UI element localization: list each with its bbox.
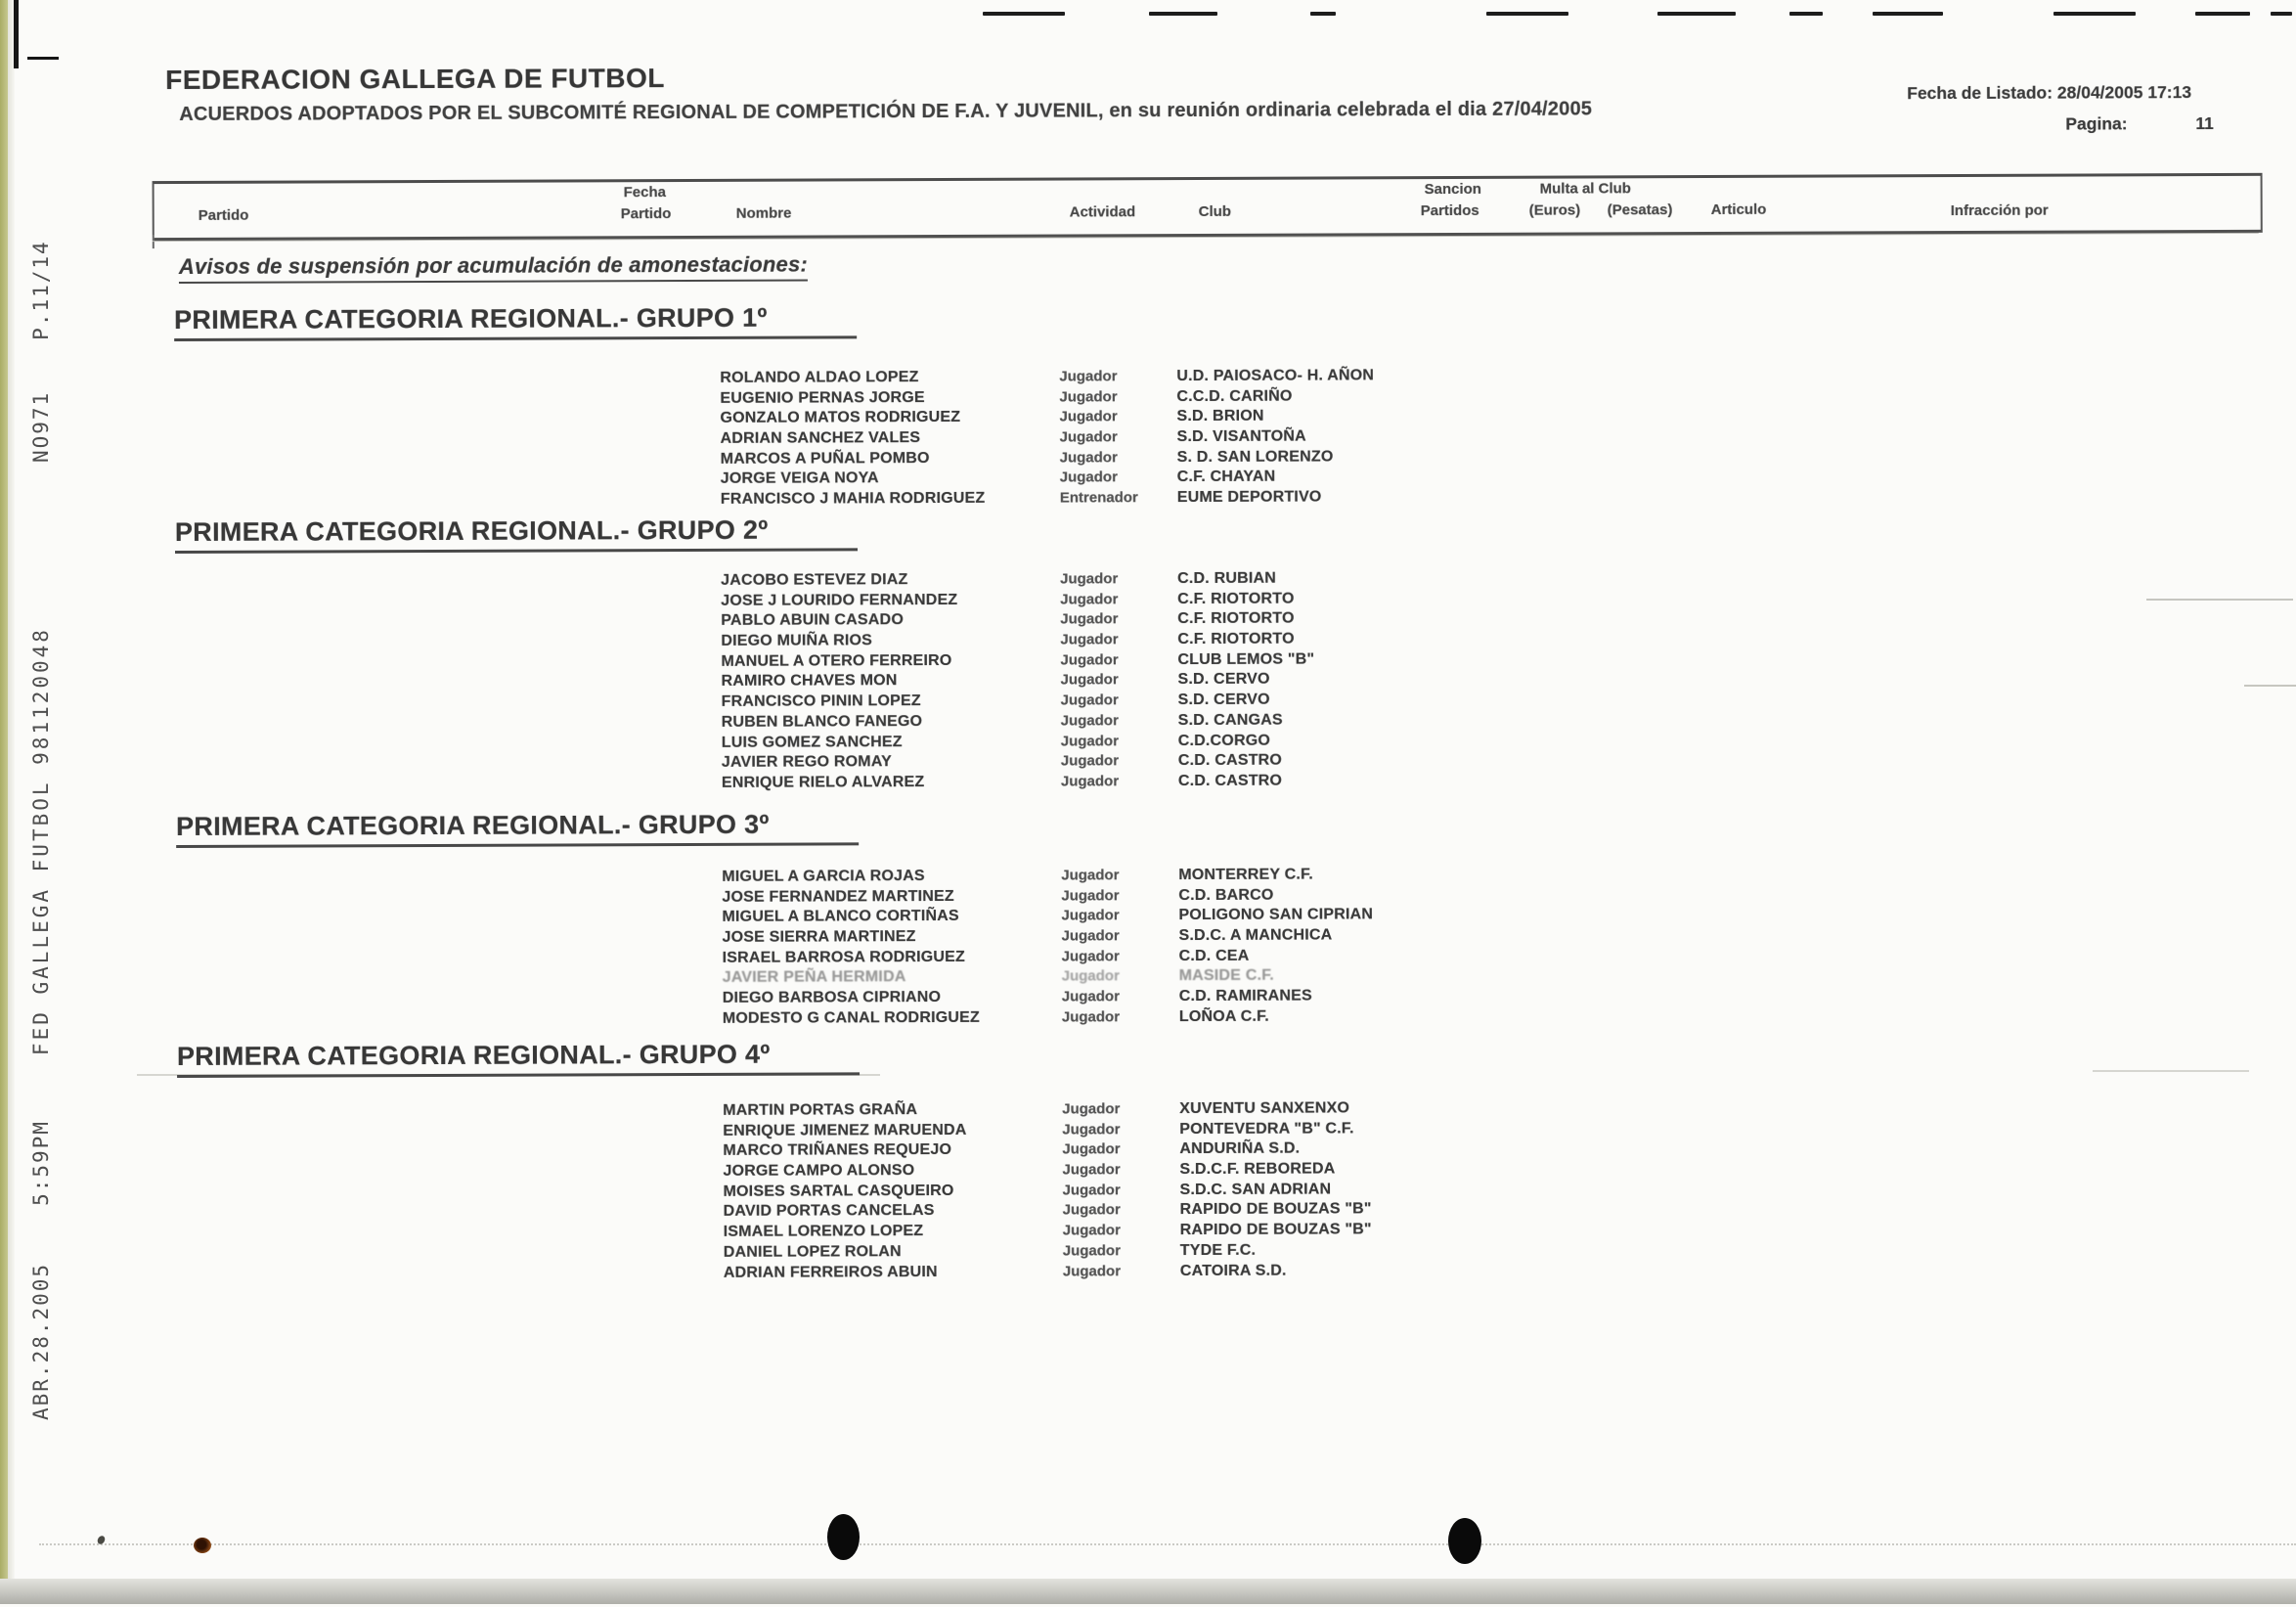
col-header-fecha-1: Fecha: [624, 184, 666, 201]
section-title: Avisos de suspensión por acumulación de amonestaciones:: [179, 252, 808, 284]
player-activity: Jugador: [1061, 908, 1119, 924]
player-name: ISMAEL LORENZO LOPEZ: [724, 1223, 924, 1241]
player-activity: Jugador: [1061, 887, 1119, 904]
player-club: C.F. RIOTORTO: [1177, 590, 1294, 607]
player-activity: Jugador: [1063, 1202, 1121, 1219]
col-header-club: Club: [1199, 203, 1231, 220]
listing-date: Fecha de Listado: 28/04/2005 17:13: [1907, 82, 2191, 104]
player-activity: Jugador: [1061, 692, 1119, 708]
player-club: RAPIDO DE BOUZAS "B": [1180, 1221, 1372, 1239]
group-rows: [721, 572, 722, 795]
player-name: MARCO TRIÑANES REQUEJO: [723, 1141, 951, 1160]
group-rows: [723, 1102, 724, 1284]
page-subtitle: ACUERDOS ADOPTADOS POR EL SUBCOMITÉ REGIONAL DE COMPETICIÓN DE F.A. Y JUVENIL, en su reunión ordinaria celebrada el dia 27/04/2005: [179, 98, 1592, 126]
player-club: S.D.C. A MANCHICA: [1178, 927, 1332, 946]
player-activity: Jugador: [1060, 611, 1118, 628]
col-header-euros: (Euros): [1529, 201, 1581, 218]
player-name: EUGENIO PERNAS JORGE: [720, 389, 924, 408]
hole-punch-right: [1448, 1518, 1481, 1564]
page-number-label: Pagina:: [2065, 113, 2127, 134]
player-club: LOÑOA C.F.: [1179, 1008, 1269, 1026]
player-club: TYDE F.C.: [1180, 1242, 1256, 1260]
group-heading: PRIMERA CATEGORIA REGIONAL.- GRUPO 2º: [175, 514, 859, 554]
player-club: S.D. CERVO: [1178, 692, 1270, 709]
player-name: LUIS GOMEZ SANCHEZ: [722, 734, 903, 752]
player-activity: Jugador: [1063, 1263, 1121, 1279]
player-activity: Jugador: [1062, 988, 1120, 1004]
player-club: C.F. RIOTORTO: [1177, 610, 1294, 628]
scan-dotted-line: [39, 1543, 2296, 1545]
player-activity: Jugador: [1060, 631, 1118, 647]
player-name: MARCOS A PUÑAL POMBO: [721, 450, 930, 469]
page-title: FEDERACION GALLEGA DE FUTBOL: [165, 63, 665, 96]
col-header-nombre: Nombre: [736, 205, 792, 222]
fax-job-number: NO971: [29, 391, 53, 463]
player-name: JACOBO ESTEVEZ DIAZ: [721, 571, 907, 590]
player-name: DANIEL LOPEZ ROLAN: [724, 1243, 902, 1262]
player-activity: Jugador: [1060, 428, 1118, 445]
col-header-articulo: Articulo: [1711, 201, 1767, 218]
page-number-value: 11: [2195, 113, 2214, 134]
col-header-sancion-2: Partidos: [1421, 202, 1479, 219]
player-activity: Jugador: [1060, 449, 1118, 466]
player-name: RAMIRO CHAVES MON: [721, 673, 897, 692]
player-activity: Jugador: [1062, 968, 1120, 985]
player-name: ISRAEL BARROSA RODRIGUEZ: [723, 949, 965, 967]
player-club: C.F. CHAYAN: [1177, 469, 1276, 486]
player-club: S.D.C.F. REBOREDA: [1179, 1161, 1335, 1180]
fax-time: 5:59PM: [29, 1120, 53, 1206]
player-club: S.D. BRION: [1176, 408, 1263, 425]
player-club: C.D. BARCO: [1178, 886, 1273, 904]
col-header-infraccion: Infracción por: [1951, 202, 2049, 219]
player-activity: Jugador: [1060, 672, 1118, 689]
player-club: MONTERREY C.F.: [1178, 867, 1313, 885]
player-name: ADRIAN SANCHEZ VALES: [721, 429, 921, 448]
player-club: S.D. CANGAS: [1178, 711, 1283, 729]
player-activity: Entrenador: [1060, 489, 1138, 506]
col-header-partido: Partido: [199, 207, 249, 224]
player-activity: Jugador: [1059, 388, 1117, 405]
group-rows: [720, 370, 721, 512]
player-activity: Jugador: [1061, 712, 1119, 729]
col-header-multa: Multa al Club: [1540, 180, 1631, 197]
group-rows: [722, 869, 723, 1030]
player-club: C.D. CASTRO: [1178, 773, 1282, 790]
player-club: C.D. CEA: [1179, 948, 1250, 965]
player-activity: Jugador: [1059, 368, 1117, 384]
player-club: S.D. VISANTOÑA: [1177, 428, 1306, 447]
player-club: EUME DEPORTIVO: [1177, 489, 1322, 508]
player-club: C.D. RAMIRANES: [1179, 988, 1312, 1006]
player-club: C.F. RIOTORTO: [1177, 631, 1294, 648]
scan-bottom-strip: [0, 1579, 2296, 1604]
group-heading: PRIMERA CATEGORIA REGIONAL.- GRUPO 3º: [176, 809, 860, 848]
player-activity: Jugador: [1061, 773, 1119, 789]
player-activity: Jugador: [1060, 651, 1118, 668]
player-name: JOSE SIERRA MARTINEZ: [722, 928, 915, 947]
player-activity: Jugador: [1062, 1161, 1120, 1178]
fax-page-count: P.11/14: [29, 240, 53, 340]
group-heading: PRIMERA CATEGORIA REGIONAL.- GRUPO 4º: [177, 1039, 861, 1078]
col-header-fecha-2: Partido: [621, 205, 672, 222]
fax-date: ABR.28.2005: [29, 1263, 53, 1420]
player-name: DAVID PORTAS CANCELAS: [724, 1202, 935, 1221]
player-name: JAVIER PEÑA HERMIDA: [723, 969, 906, 988]
player-activity: Jugador: [1061, 867, 1119, 883]
player-name: ROLANDO ALDAO LOPEZ: [720, 369, 918, 387]
player-name: RUBEN BLANCO FANEGO: [722, 713, 923, 732]
player-name: MODESTO G CANAL RODRIGUEZ: [723, 1009, 980, 1028]
category-group: [0, 510, 2295, 518]
groups-container: [0, 0, 2293, 3]
col-header-sancion-1: Sancion: [1425, 181, 1481, 198]
group-heading: PRIMERA CATEGORIA REGIONAL.- GRUPO 1º: [174, 302, 858, 341]
col-header-actividad: Actividad: [1070, 203, 1136, 220]
player-name: JOSE J LOURIDO FERNANDEZ: [721, 592, 957, 610]
player-club: ANDURIÑA S.D.: [1179, 1140, 1300, 1158]
category-group: [0, 804, 2296, 813]
player-club: S. D. SAN LORENZO: [1177, 448, 1334, 467]
player-activity: Jugador: [1060, 591, 1118, 607]
player-activity: Jugador: [1059, 409, 1117, 425]
player-activity: Jugador: [1062, 1121, 1120, 1138]
player-club: U.D. PAIOSACO- H. AÑON: [1176, 367, 1374, 385]
player-club: S.D. CERVO: [1177, 671, 1269, 689]
player-club: S.D.C. SAN ADRIAN: [1179, 1181, 1331, 1199]
player-club: MASIDE C.F.: [1179, 967, 1274, 985]
player-activity: Jugador: [1062, 1141, 1120, 1158]
player-activity: Jugador: [1060, 570, 1118, 587]
player-name: JOSE FERNANDEZ MARTINEZ: [722, 888, 954, 907]
player-club: C.D.CORGO: [1178, 732, 1270, 749]
player-name: MOISES SARTAL CASQUEIRO: [723, 1183, 953, 1201]
player-club: CLUB LEMOS "B": [1177, 650, 1314, 669]
player-club: C.C.D. CARIÑO: [1176, 387, 1292, 405]
ink-spot: [194, 1538, 211, 1553]
player-activity: Jugador: [1062, 1100, 1120, 1117]
player-activity: Jugador: [1062, 1008, 1120, 1025]
player-activity: Jugador: [1061, 733, 1119, 749]
player-club: RAPIDO DE BOUZAS "B": [1180, 1201, 1372, 1220]
player-club: POLIGONO SAN CIPRIAN: [1178, 907, 1373, 925]
player-name: FRANCISCO J MAHIA RODRIGUEZ: [721, 490, 986, 509]
player-name: JORGE VEIGA NOYA: [721, 470, 879, 489]
player-name: ENRIQUE JIMENEZ MARUENDA: [723, 1122, 966, 1140]
player-name: JAVIER REGO ROMAY: [722, 753, 892, 772]
player-club: CATOIRA S.D.: [1180, 1262, 1287, 1279]
hole-punch-left: [827, 1514, 860, 1560]
fax-sender-id: FED GALLEGA FUTBOL 981120048: [29, 627, 53, 1055]
player-club: XUVENTU SANXENXO: [1179, 1099, 1349, 1118]
category-group: [0, 297, 2294, 306]
player-name: MARTIN PORTAS GRAÑA: [723, 1101, 917, 1120]
player-activity: Jugador: [1061, 927, 1119, 944]
player-name: MANUEL A OTERO FERREIRO: [721, 652, 951, 671]
player-club: C.D. RUBIAN: [1177, 570, 1276, 588]
player-activity: Jugador: [1062, 1182, 1120, 1198]
col-header-pesetas: (Pesatas): [1608, 201, 1673, 218]
player-name: ENRIQUE RIELO ALVAREZ: [722, 774, 925, 792]
player-club: PONTEVEDRA "B" C.F.: [1179, 1120, 1353, 1138]
player-name: PABLO ABUIN CASADO: [721, 612, 904, 631]
player-activity: Jugador: [1062, 948, 1120, 964]
player-name: ADRIAN FERREIROS ABUIN: [724, 1264, 938, 1282]
player-activity: Jugador: [1060, 469, 1118, 486]
player-name: DIEGO MUIÑA RIOS: [721, 632, 872, 650]
category-group: [1, 1034, 2296, 1043]
player-name: FRANCISCO PININ LOPEZ: [722, 692, 921, 711]
player-name: MIGUEL A GARCIA ROJAS: [722, 868, 925, 886]
player-activity: Jugador: [1063, 1242, 1121, 1259]
player-activity: Jugador: [1063, 1222, 1121, 1238]
player-name: JORGE CAMPO ALONSO: [723, 1162, 914, 1181]
player-club: C.D. CASTRO: [1178, 752, 1282, 770]
player-name: DIEGO BARBOSA CIPRIANO: [723, 989, 941, 1007]
player-name: MIGUEL A BLANCO CORTIÑAS: [722, 908, 959, 926]
player-name: GONZALO MATOS RODRIGUEZ: [720, 409, 960, 427]
player-activity: Jugador: [1061, 752, 1119, 769]
